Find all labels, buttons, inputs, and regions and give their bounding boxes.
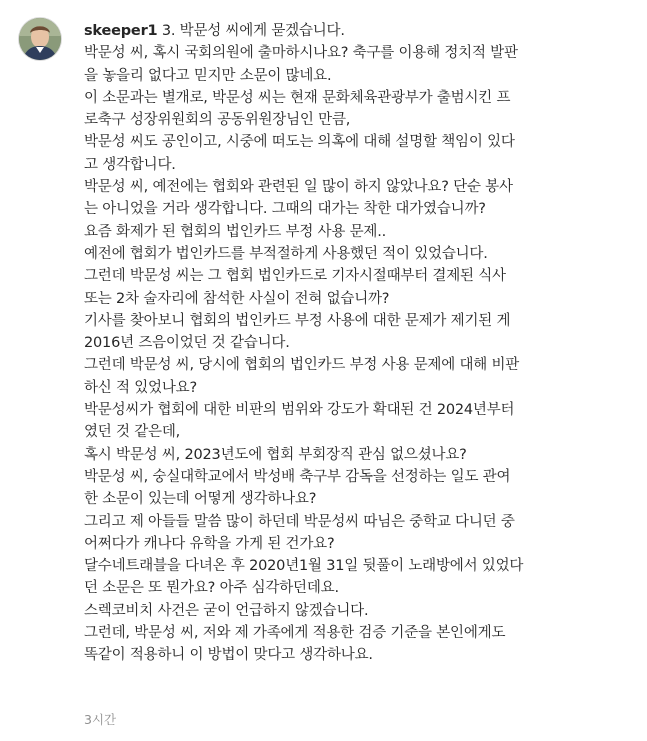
comment-line: 스렉코비치 사건은 굳이 언급하지 않겠습니다. bbox=[84, 602, 369, 619]
comment-first-line bbox=[84, 20, 640, 42]
comment-line: 고 생각합니다. bbox=[84, 156, 176, 173]
comment-line: 또는 2차 술자리에 참석한 사실이 전혀 없습니까? bbox=[84, 290, 390, 307]
comment-text bbox=[84, 20, 640, 667]
comment-line: 그런데 박문성 씨, 당시에 협회의 법인카드 부정 사용 문제에 대해 비판 bbox=[84, 357, 520, 374]
comment-line: 혹시 박문성 씨, 2023년도에 협회 부회장직 관심 없으셨나요? bbox=[84, 446, 467, 463]
comment-line: 2016년 즈음이었던 것 같습니다. bbox=[84, 335, 290, 352]
comment-line: 박문성 씨도 공인이고, 시중에 떠도는 의혹에 대해 설명할 책임이 있다 bbox=[84, 134, 515, 151]
comment-line: 그리고 제 아들들 말씀 많이 하던데 박문성씨 따님은 중학교 다니던 중 bbox=[84, 513, 515, 530]
comment-line: 박문성 씨, 숭실대학교에서 박성배 축구부 감독을 선정하는 일도 관여 bbox=[84, 468, 511, 485]
comment-line: 박문성씨가 협회에 대한 비판의 범위와 강도가 확대된 건 2024년부터 bbox=[84, 402, 515, 419]
profile-photo-icon bbox=[19, 18, 61, 60]
comment-line: 박문성 씨, 혹시 국회의원에 출마하시나요? 축구를 이용해 정치적 발판 bbox=[84, 45, 518, 62]
comment-line: 는 아니었을 거라 생각합니다. 그때의 대가는 착한 대가였습니까? bbox=[84, 201, 486, 218]
comment-line: 그런데 박문성 씨는 그 협회 법인카드로 기자시절때부터 결제된 식사 bbox=[84, 268, 506, 285]
comment-body bbox=[84, 20, 640, 667]
comment-line: 어쩌다가 캐나다 유학을 가게 된 건가요? bbox=[84, 535, 335, 552]
comment-line: 예전에 협회가 법인카드를 부적절하게 사용했던 적이 있었습니다. bbox=[84, 245, 488, 262]
avatar[interactable] bbox=[19, 18, 61, 60]
comment-line: 박문성 씨, 예전에는 협회와 관련된 일 많이 하지 않았나요? 단순 봉사 bbox=[84, 179, 513, 196]
comment-line: 한 소문이 있는데 어떻게 생각하나요? bbox=[84, 491, 317, 508]
comment-line: 그런데, 박문성 씨, 저와 제 가족에게 적용한 검증 기준을 본인에게도 bbox=[84, 625, 506, 642]
comment-line: 을 놓을리 없다고 믿지만 소문이 많네요. bbox=[84, 67, 332, 84]
comment-line: 달수네트래블을 다녀온 후 2020년1월 31일 뒷풀이 노래방에서 있었다 bbox=[84, 558, 524, 575]
comment-line: 이 소문과는 별개로, 박문성 씨는 현재 문화체육관광부가 출범시킨 프 bbox=[84, 89, 511, 106]
comment-line: 똑같이 적용하니 이 방법이 맞다고 생각하나요. bbox=[84, 647, 373, 664]
comment-line: 였던 것 같은데, bbox=[84, 424, 181, 441]
comment-line: 로축구 성장위원회의 공동위원장님인 만큼, bbox=[84, 112, 351, 129]
comment-timestamp: 3시간 bbox=[84, 712, 117, 727]
comment-line: 하신 적 있었나요? bbox=[84, 379, 197, 396]
comment-line: 기사를 찾아보니 협회의 법인카드 부정 사용에 대한 문제가 제기된 게 bbox=[84, 312, 511, 329]
comment-line: 던 소문은 또 뭔가요? 아주 심각하던데요. bbox=[84, 580, 339, 597]
comment-heading: 3. 박문성 씨에게 묻겠습니다. bbox=[157, 23, 345, 39]
username-link[interactable]: skeeper1 bbox=[84, 23, 158, 39]
comment-line: 요즘 화제가 된 협회의 법인카드 부정 사용 문제.. bbox=[84, 223, 387, 240]
